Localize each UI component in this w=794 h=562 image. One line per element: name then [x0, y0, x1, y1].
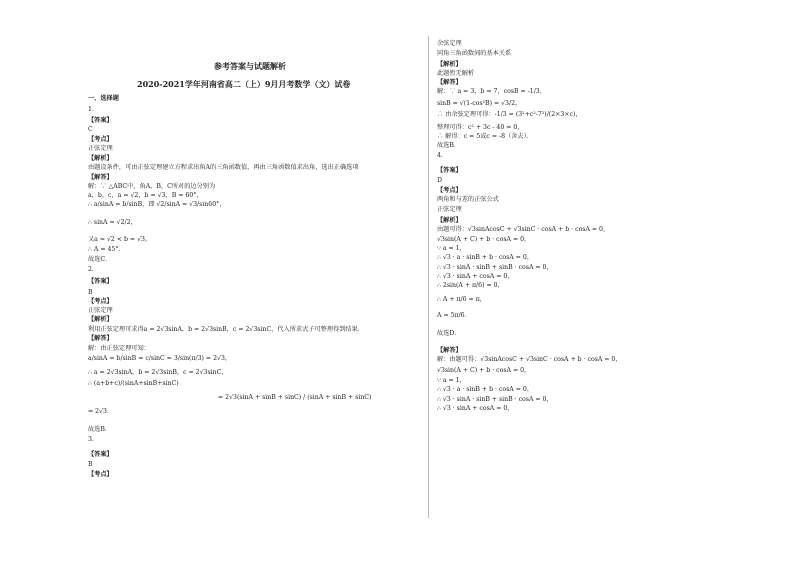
- right-line: ∴ √3 · sinA + cosA = 0，: [437, 273, 514, 280]
- right-line: √3sin(A + C) + b · cosA = 0，: [437, 367, 531, 374]
- left-line: 正弦定理: [88, 307, 113, 314]
- right-line: 【解答】: [437, 79, 462, 86]
- right-line: 整理可得：c² + 3c - 40 = 0，: [437, 124, 524, 131]
- right-line: 【解析】: [437, 217, 462, 224]
- left-line: 2.: [88, 266, 94, 273]
- doc-title: 参考答案与试题解析: [214, 61, 286, 71]
- left-line: 3.: [88, 436, 94, 443]
- right-line: 【解答】: [437, 347, 462, 354]
- right-line: ∴ A + π/6 = π，: [437, 296, 486, 303]
- right-line: sinB = √(1-cos²B) = √3/2，: [437, 100, 522, 107]
- left-line: 【解答】: [88, 335, 113, 342]
- left-line: ∴ sinA = √2/2，: [88, 219, 137, 226]
- right-line: D: [437, 177, 442, 184]
- right-line: 同角三角函数间的基本关系: [437, 50, 512, 57]
- right-line: 此题暂无解析: [437, 70, 475, 77]
- right-line: A = 5π/6．: [437, 312, 471, 319]
- right-line: 由题可得：√3sinAcosC + √3sinC · cosA + b · cosA = 0，: [437, 226, 610, 233]
- left-line: 【答案】: [88, 117, 113, 124]
- left-line: 【解析】: [88, 155, 113, 162]
- column-divider: [428, 36, 429, 518]
- left-line: 【考点】: [88, 471, 113, 478]
- left-line: a/sinA = b/sinB = c/sinC = 3/sin(π/3) = 2√3，: [88, 355, 232, 362]
- left-line: B: [88, 289, 93, 296]
- left-line: C: [88, 126, 93, 133]
- right-line: ∵ a = 1，: [437, 245, 466, 252]
- right-line: ∵ a = 1，: [437, 377, 466, 384]
- left-line: ∴ A = 45°．: [88, 246, 125, 253]
- left-line: 【答案】: [88, 451, 113, 458]
- left-line: 解：∵ △ABC中，角A，B，C所对的边分别为: [88, 183, 216, 190]
- right-line: ∴ 解得：c = 5或c = -8（舍去）．: [437, 133, 533, 140]
- right-line: 故选B．: [437, 142, 461, 149]
- right-line: ∴ √3 · a · sinB + b · cosA = 0，: [437, 254, 534, 261]
- left-line: 利用正弦定理可求得a = 2√3sinA，b = 2√3sinB，c = 2√3sinC，代入所求式子可整理得到结果．: [88, 326, 364, 333]
- left-line: 一、选择题: [88, 95, 119, 102]
- doc-subtitle: 2020-2021学年河南省高二（上）9月月考数学（文）试卷: [137, 79, 351, 89]
- left-line: 正弦定理: [88, 145, 113, 152]
- left-line: = 2√3．: [88, 408, 114, 415]
- right-line: 两角和与差的正弦公式: [437, 196, 499, 203]
- left-line: a，b，c，a = √2，b = √3，B = 60°，: [88, 192, 203, 199]
- right-line: 【考点】: [437, 187, 462, 194]
- left-line: ∴ a = 2√3sinA，b = 2√3sinB，c = 2√3sinC，: [88, 369, 228, 376]
- left-line: 又a = √2 < b = √3，: [88, 236, 152, 243]
- left-line: = 2√3(sinA + sinB + sinC) / (sinA + sinB + sinC): [218, 394, 372, 401]
- right-line: ∴ 由余弦定理可得：-1/3 = (3²+c²-7²)/(2×3×c)，: [437, 111, 582, 118]
- right-line: ∴ √3 · sinA + cosA = 0，: [437, 405, 514, 412]
- right-line: 4.: [437, 152, 443, 159]
- right-line: ∴ 2sin(A + π/6) = 0，: [437, 282, 504, 289]
- right-line: √3sin(A + C) + b · cosA = 0，: [437, 236, 531, 243]
- left-line: B: [88, 461, 93, 468]
- right-line: 解：由题可得：√3sinAcosC + √3sinC · cosA + b · cosA = 0，: [437, 356, 622, 363]
- right-line: 【解析】: [437, 61, 462, 68]
- right-line: 解：∵ a = 3，b = 7，cosB = -1/3，: [437, 88, 546, 95]
- left-line: 故选B．: [88, 426, 112, 433]
- left-line: ∴ (a+b+c)/(sinA+sinB+sinC): [88, 380, 179, 387]
- right-line: ∴ √3 · sinA · sinB + sinB · cosA = 0，: [437, 264, 553, 271]
- left-line: 【解答】: [88, 174, 113, 181]
- left-line: 【考点】: [88, 136, 113, 143]
- left-line: 【考点】: [88, 298, 113, 305]
- right-line: 正弦定理: [437, 206, 462, 213]
- left-line: 【解析】: [88, 316, 113, 323]
- left-line: 由题设条件，可由正弦定理建立方程求出角A的三角函数值，再由三角函数值求出角，选出正确选项: [88, 164, 359, 171]
- left-line: 故选C．: [88, 256, 112, 263]
- left-line: 解：由正弦定理可知：: [88, 345, 150, 352]
- left-line: 1.: [88, 106, 94, 113]
- right-line: 【答案】: [437, 167, 462, 174]
- left-line: ∴ a/sinA = b/sinB，即 √2/sinA = √3/sin60°，: [88, 201, 226, 208]
- right-line: ∴ √3 · a · sinB + b · cosA = 0，: [437, 386, 534, 393]
- right-line: 故选D．: [437, 330, 461, 337]
- right-line: 余弦定理: [437, 40, 462, 47]
- left-line: 【答案】: [88, 278, 113, 285]
- right-line: ∴ √3 · sinA · sinB + sinB · cosA = 0，: [437, 396, 553, 403]
